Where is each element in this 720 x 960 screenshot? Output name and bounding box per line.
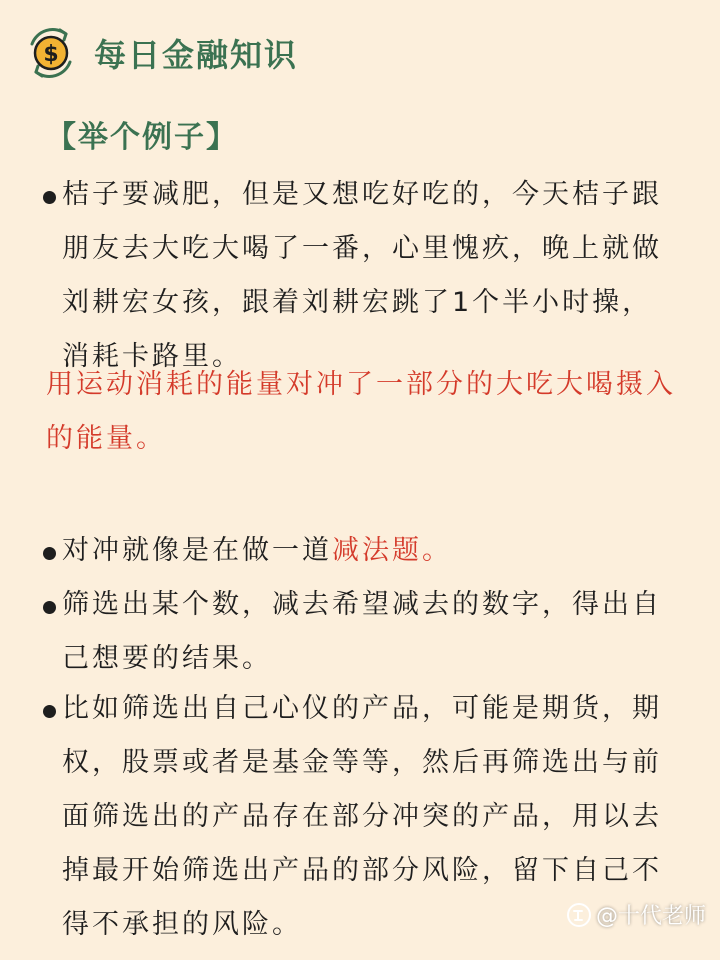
hedge-text-highlight: 减法题。 [332, 535, 452, 566]
bullet-icon [40, 168, 60, 222]
filter-paragraph [40, 578, 680, 686]
bullet-icon [40, 524, 60, 578]
watermark [566, 899, 706, 930]
bullet-icon [40, 578, 60, 632]
highlight-text: 用运动消耗的能量对冲了一部分的大吃大喝摄入的能量。 [46, 369, 676, 454]
hedge-text [40, 524, 680, 578]
filter-text: 筛选出某个数，减去希望减去的数字，得出自己想要的结果。 [62, 589, 662, 674]
hedge-paragraph [40, 524, 680, 578]
example-text: 桔子要减肥，但是又想吃好吃的，今天桔子跟朋友去大吃大喝了一番，心里愧疚，晚上就做刘耕宏女孩，跟着刘耕宏跳了1个半小时操，消耗卡路里。 [62, 179, 662, 372]
page-title: 每日金融知识 [94, 36, 299, 74]
hedge-text-main: 对冲就像是在做一道 [62, 535, 332, 566]
zhihu-icon [566, 902, 592, 928]
svg-text:$: $ [43, 42, 59, 67]
section-title: 【举个例子】 [46, 120, 238, 155]
watermark-text: @十代老师 [595, 904, 706, 929]
bullet-icon [40, 682, 60, 736]
product-text: 比如筛选出自己心仪的产品，可能是期货，期权，股票或者是基金等等，然后再筛选出与前面筛选出的产品存在部分冲突的产品，用以去掉最开始筛选出产品的部分风险，留下自己不得不承担的风险。 [62, 693, 662, 940]
example-paragraph [40, 168, 680, 384]
dollar-coin-cycle-icon [22, 24, 80, 82]
header [22, 24, 298, 82]
